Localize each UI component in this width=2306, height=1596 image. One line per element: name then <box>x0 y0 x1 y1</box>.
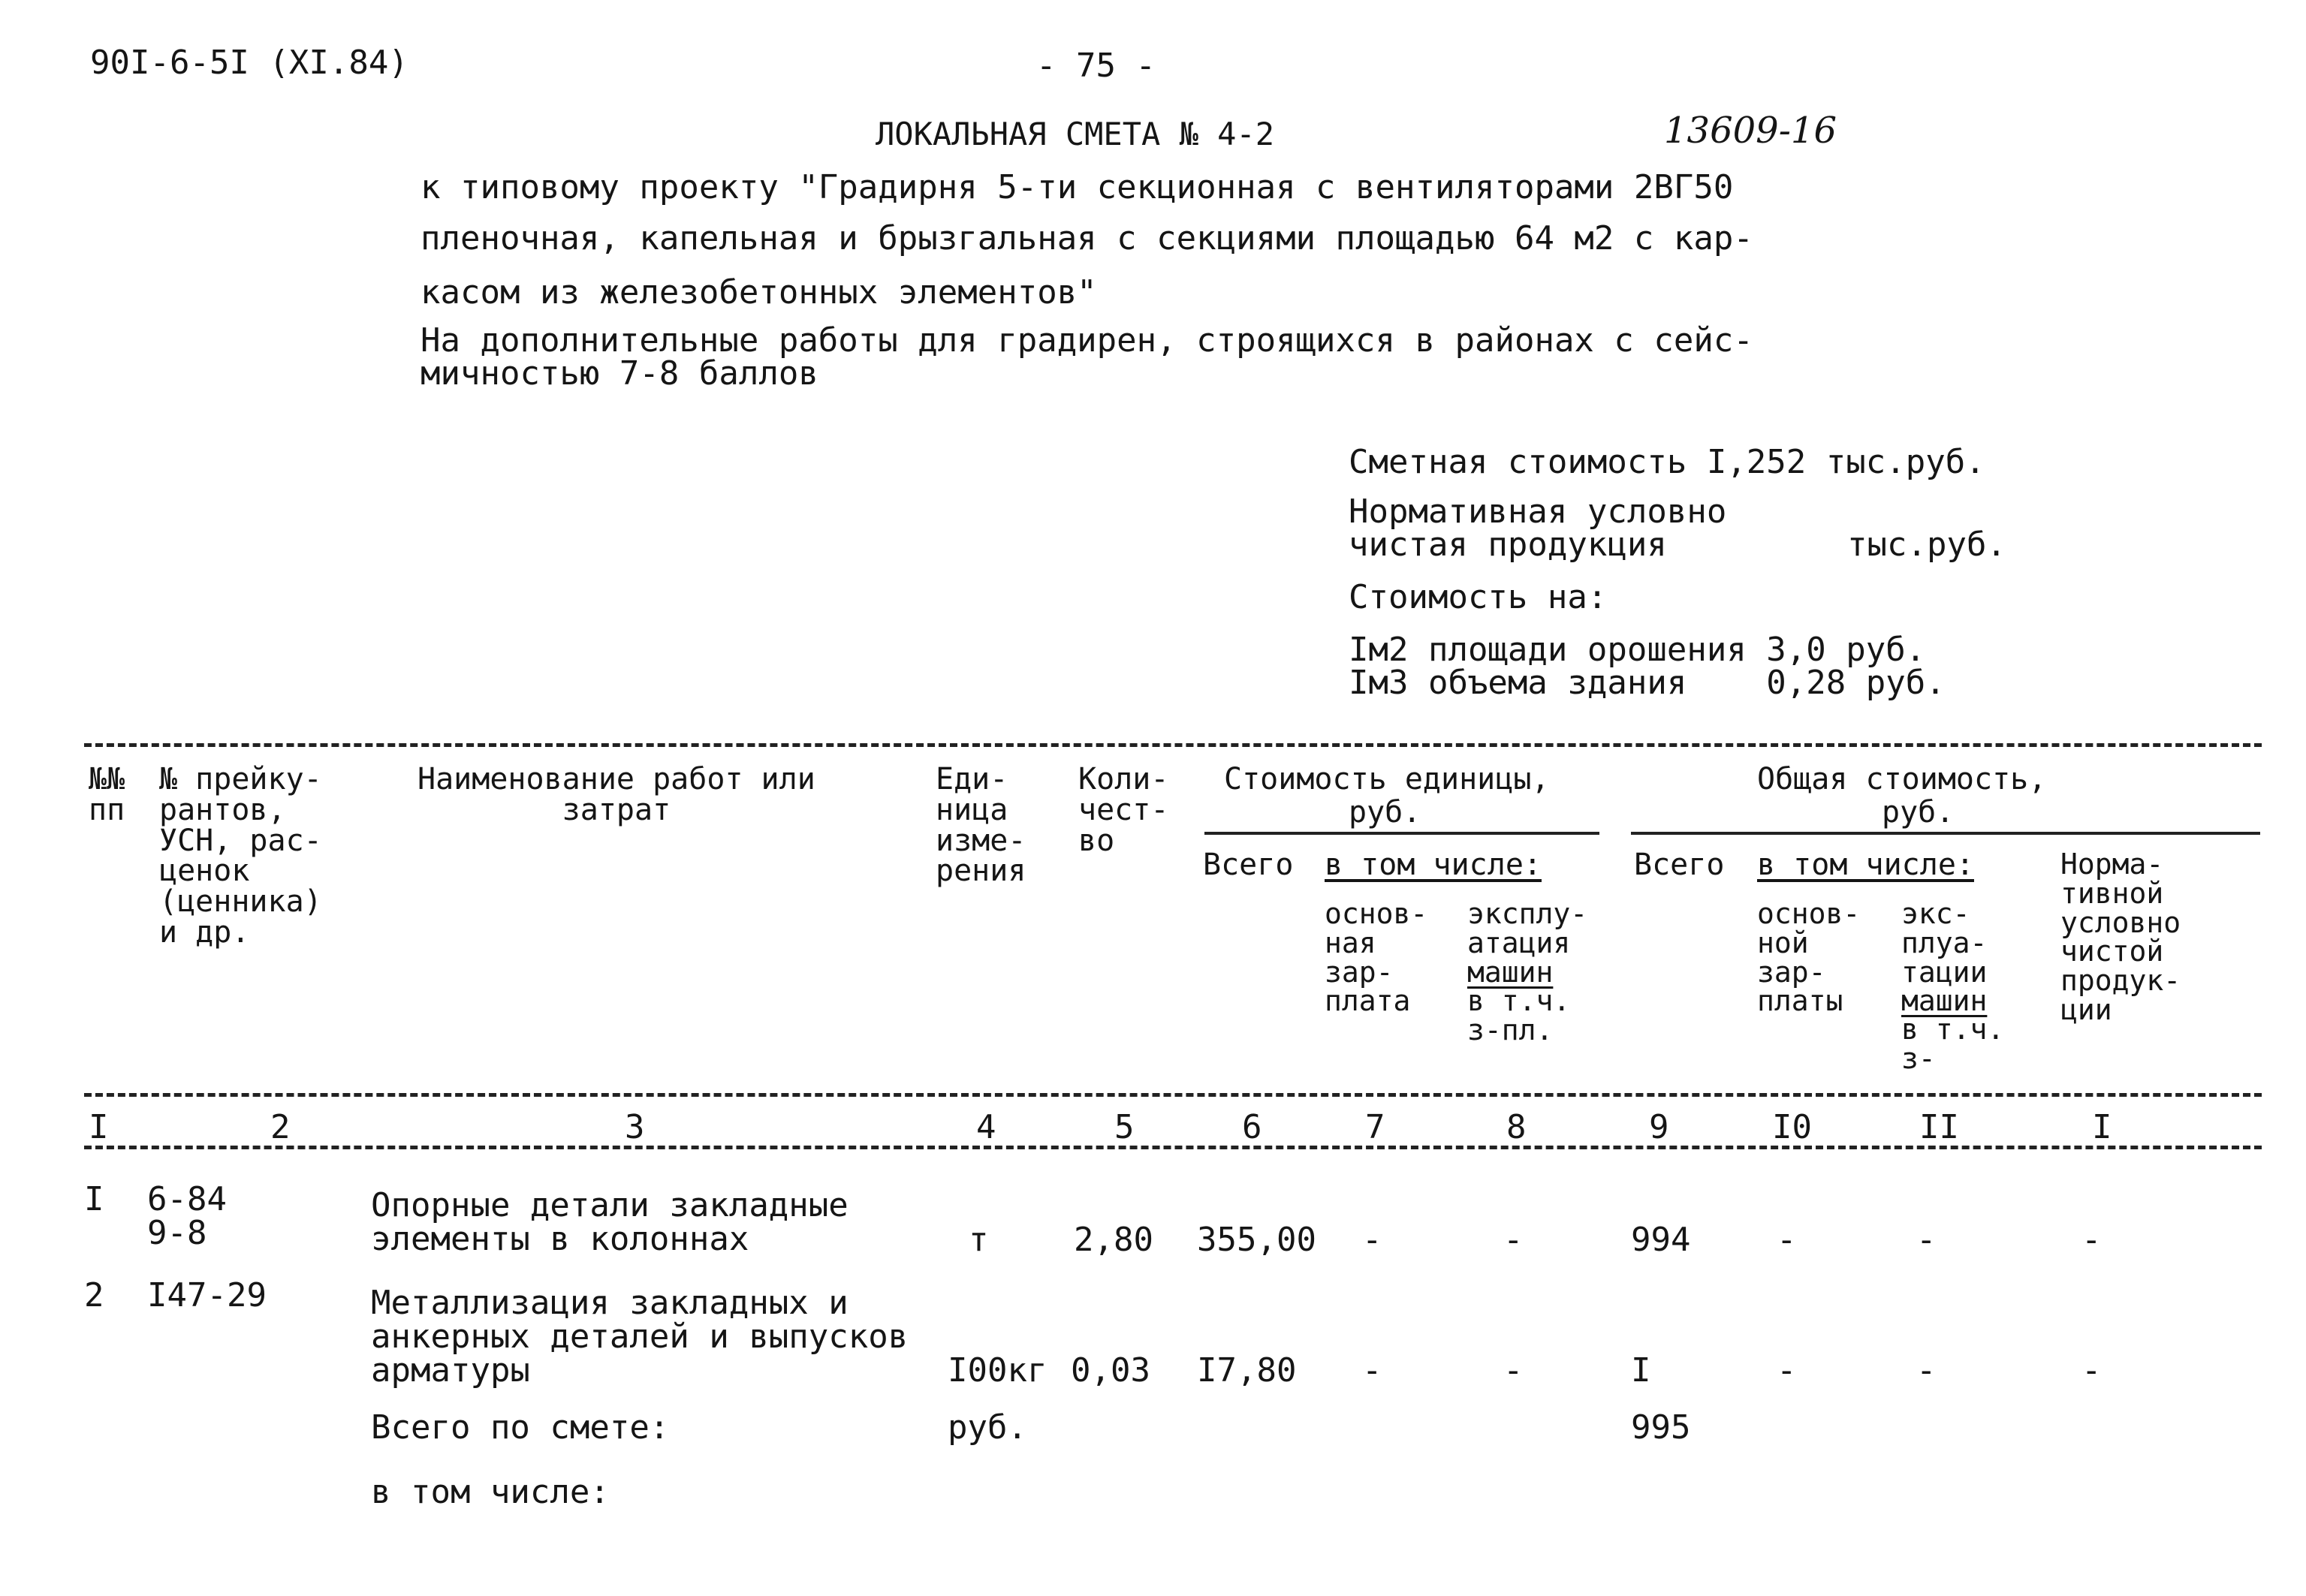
col-header-name: Наименование работ или затрат <box>417 762 815 827</box>
row-norm: - <box>2081 1351 2102 1390</box>
col-number-4: 4 <box>976 1108 996 1146</box>
col-header-code: № прейку- рантов, УСН, рас- ценок (ценника) и др. <box>159 762 322 950</box>
unit-cost-rule <box>1204 832 1599 835</box>
row-total-mach: - <box>1916 1351 1937 1390</box>
col-number-3: 3 <box>625 1108 645 1146</box>
col-header-total-cost: Общая стоимость, <box>1757 762 2047 796</box>
row-norm: - <box>2081 1221 2102 1259</box>
col-header-unit-mach-c: в т.ч. з-пл. <box>1467 984 1571 1046</box>
col-header-total-cost-rub: руб. <box>1882 795 1955 830</box>
col-number-1: I <box>89 1108 109 1146</box>
row-name: Опорные детали закладные элементы в колоннах <box>371 1186 849 1258</box>
row-total-wage: - <box>1777 1351 1797 1390</box>
row-unit: т <box>969 1221 989 1259</box>
totals-label: Всего по смете: <box>371 1408 670 1447</box>
col-header-norm: Норма- тивной условно чистой продук- ции <box>2060 848 2181 1026</box>
purpose-line-2: мичностью 7-8 баллов <box>421 354 818 393</box>
col-header-unit-cost-rub: руб. <box>1349 795 1421 830</box>
norm-unit: тыс.руб. <box>1847 525 2006 564</box>
col-header-total-wage: основ- ной зар- платы <box>1757 897 1861 1018</box>
row-qty: 2,80 <box>1074 1221 1153 1259</box>
row-unit-total: I7,80 <box>1197 1351 1297 1390</box>
row-unit: I00кг <box>948 1351 1047 1390</box>
subtitle-line-3: касом из железобетонных элементов" <box>421 273 1097 312</box>
col-number-12: I <box>2092 1108 2112 1146</box>
col-number-11: II <box>1919 1108 1959 1146</box>
row-qty: 0,03 <box>1071 1351 1150 1390</box>
row-number: 2 <box>84 1276 104 1314</box>
page-number: - 75 - <box>1036 47 1156 85</box>
col-header-total-mach-c: в т.ч. з- <box>1901 1013 2005 1075</box>
col-number-10: I0 <box>1772 1108 1812 1146</box>
row-number: I <box>84 1180 104 1218</box>
col-number-5: 5 <box>1114 1108 1135 1146</box>
total-cost-rule <box>1631 832 2260 835</box>
col-header-num: №№ пп <box>89 762 125 827</box>
handwritten-number: 13609-16 <box>1664 110 1837 152</box>
row-code: I47-29 <box>147 1276 267 1314</box>
col-header-unit: Еди- ница изме- рения <box>936 762 1026 889</box>
norm-line-2: чистая продукция <box>1349 525 1667 564</box>
col-header-total-mach-a: экс- плуа- тации <box>1901 897 1988 989</box>
col-number-9: 9 <box>1649 1108 1669 1146</box>
document-title: ЛОКАЛЬНАЯ СМЕТА № 4-2 <box>876 116 1275 152</box>
column-numbers-top-rule <box>84 1093 2262 1097</box>
cost-per-label: Стоимость на: <box>1349 578 1608 616</box>
col-header-unit-incl: в том числе: <box>1325 848 1542 882</box>
col-header-total-mach-b: машин <box>1901 984 1988 1017</box>
column-numbers-bottom-rule <box>84 1146 2262 1149</box>
col-header-unit-wage: основ- ная зар- плата <box>1325 897 1428 1018</box>
row-total-wage: - <box>1777 1221 1797 1259</box>
row-total: I <box>1631 1351 1651 1390</box>
col-header-unit-all: Всего <box>1203 848 1294 882</box>
col-number-7: 7 <box>1365 1108 1385 1146</box>
col-number-6: 6 <box>1242 1108 1262 1146</box>
col-header-total-all: Всего <box>1634 848 1725 882</box>
row-unit-mach: - <box>1503 1221 1524 1259</box>
row-total-mach: - <box>1916 1221 1937 1259</box>
cost-per-m2: Iм2 площади орошения 3,0 руб. <box>1349 631 1926 669</box>
norm-line-1: Нормативная условно <box>1349 492 1727 531</box>
col-header-unit-mach-b: машин <box>1467 956 1554 989</box>
col-header-qty: Коли- чест- во <box>1078 762 1169 858</box>
cost-per-m3: Iм3 объема здания 0,28 руб. <box>1349 664 1946 702</box>
totals-value: 995 <box>1631 1408 1691 1447</box>
row-total: 994 <box>1631 1221 1691 1259</box>
row-unit-mach: - <box>1503 1351 1524 1390</box>
row-code: 6-84 9-8 <box>147 1180 227 1252</box>
document-code: 90I-6-5I (XI.84) <box>90 44 408 82</box>
subtitle-line-2: пленочная, капельная и брызгальная с секциями площадью 64 м2 с кар- <box>421 219 1753 257</box>
col-header-unit-cost: Стоимость единицы, <box>1224 762 1550 796</box>
row-unit-total: 355,00 <box>1197 1221 1316 1259</box>
row-name: Металлизация закладных и анкерных деталей и выпусков арматуры <box>371 1284 909 1390</box>
totals-unit: руб. <box>948 1408 1027 1447</box>
subtitle-line-1: к типовому проекту "Градирня 5-ти секционная с вентиляторами 2ВГ50 <box>421 168 1734 206</box>
purpose-line-1: На дополнительные работы для градирен, строящихся в районах с сейс- <box>421 321 1753 360</box>
row-unit-wage: - <box>1362 1351 1382 1390</box>
estimated-cost: Сметная стоимость I,252 тыс.руб. <box>1349 443 1985 481</box>
col-header-unit-mach-a: эксплу- атация <box>1467 897 1588 959</box>
row-unit-wage: - <box>1362 1221 1382 1259</box>
col-number-8: 8 <box>1506 1108 1527 1146</box>
col-header-total-incl: в том числе: <box>1757 848 1974 882</box>
totals-incl: в том числе: <box>371 1473 610 1511</box>
table-top-rule <box>84 743 2262 747</box>
col-number-2: 2 <box>270 1108 291 1146</box>
